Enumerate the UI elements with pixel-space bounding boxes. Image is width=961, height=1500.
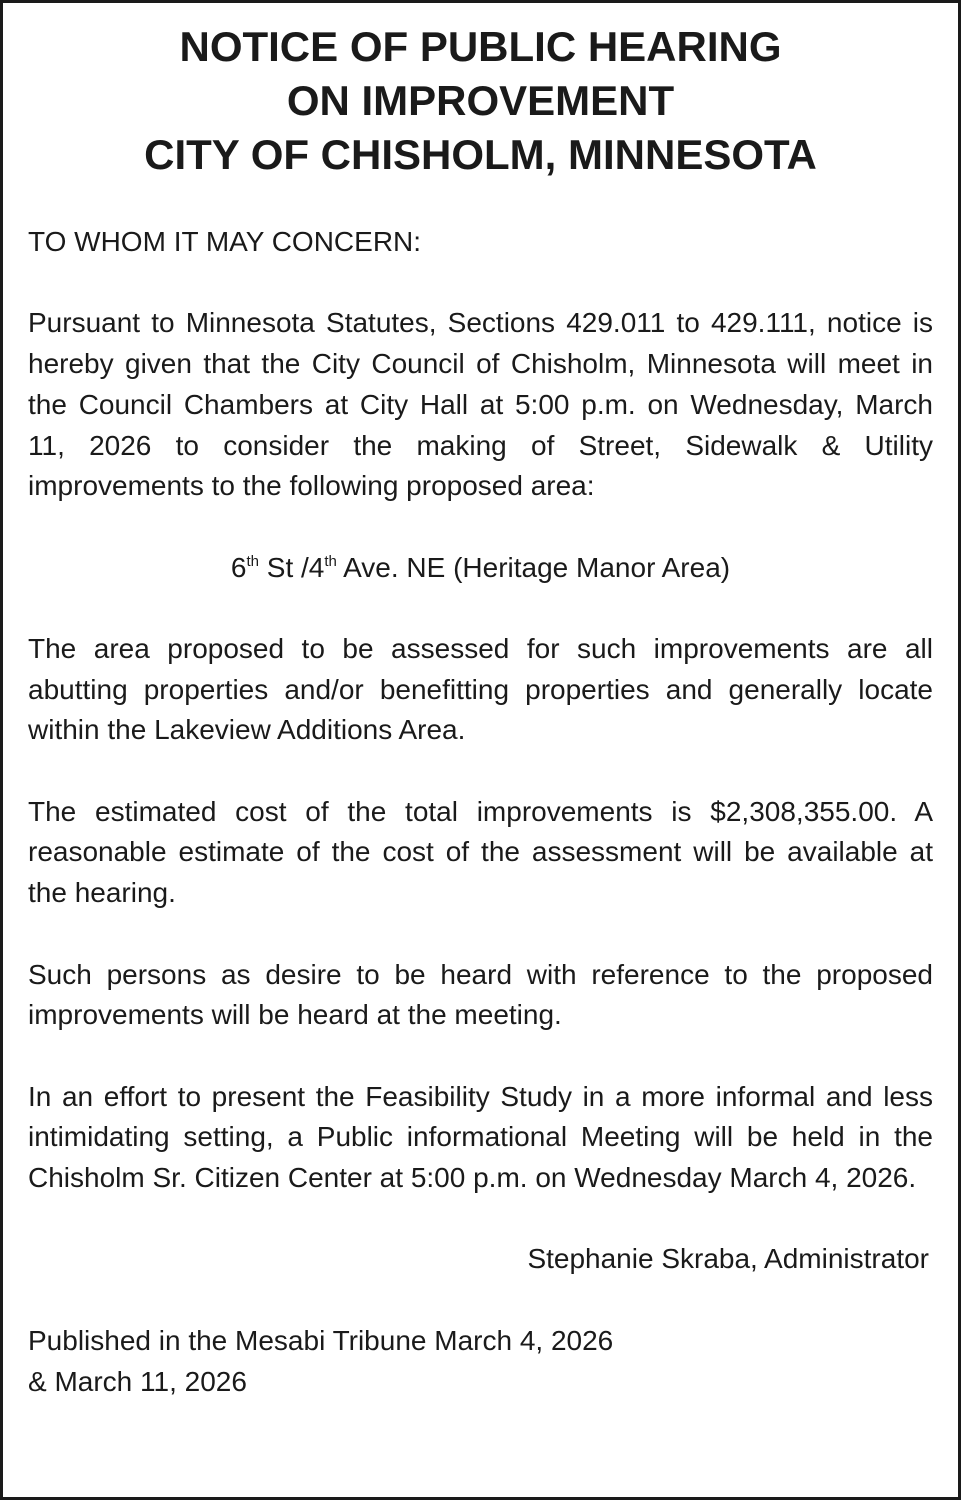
title-line-2: ON IMPROVEMENT — [286, 77, 675, 124]
hearing-paragraph: Pursuant to Minnesota Statutes, Sections 429.011 to 429.111, notice is hereby given that the City Council of Chisholm, Minnesota will meet in the Council Chambers at City Hall at 5:00 p.m. on Wednesday, March 11, 2026 to consider the making of Street, Sidewalk & Utility improvements to the following proposed area: — [28, 307, 933, 502]
title-line-3: CITY OF CHISHOLM, MINNESOTA — [144, 131, 817, 178]
salutation: TO WHOM IT MAY CONCERN: — [28, 226, 422, 257]
area-part-3: Ave. NE (Heritage Manor Area) — [336, 551, 731, 583]
published-line-2: & March 11, 2026 — [28, 1365, 247, 1397]
title-line-1: NOTICE OF PUBLIC HEARING — [179, 23, 782, 70]
publication-info — [28, 1321, 933, 1402]
notice-content — [28, 20, 933, 1402]
signature: Stephanie Skraba, Administrator — [527, 1243, 929, 1275]
area-sup-2: th — [324, 552, 337, 570]
area-sup-1: th — [246, 552, 259, 570]
published-line-1: Published in the Mesabi Tribune March 4, 2026 — [28, 1324, 614, 1356]
notice-title — [28, 20, 933, 182]
cost-paragraph: The estimated cost of the total improvements is $2,308,355.00. A reasonable estimate of the cost of the assessment will be available at the hearing. — [28, 795, 933, 909]
heard-paragraph: Such persons as desire to be heard with reference to the proposed improvements will be heard at the meeting. — [28, 958, 933, 1031]
informational-meeting-paragraph: In an effort to present the Feasibility Study in a more informal and less intimidating setting, a Public informational Meeting will be held in the Chisholm Sr. Citizen Center at 5:00 p.m. on Wednesday March 4, 2026. — [28, 1080, 933, 1194]
area-part-2: St /4 — [258, 551, 325, 583]
assessment-paragraph: The area proposed to be assessed for such improvements are all abutting properties and/or benefitting properties and generally locate within the Lakeview Additions Area. — [28, 632, 933, 746]
area-part-1: 6 — [230, 551, 247, 583]
proposed-area — [28, 548, 933, 589]
